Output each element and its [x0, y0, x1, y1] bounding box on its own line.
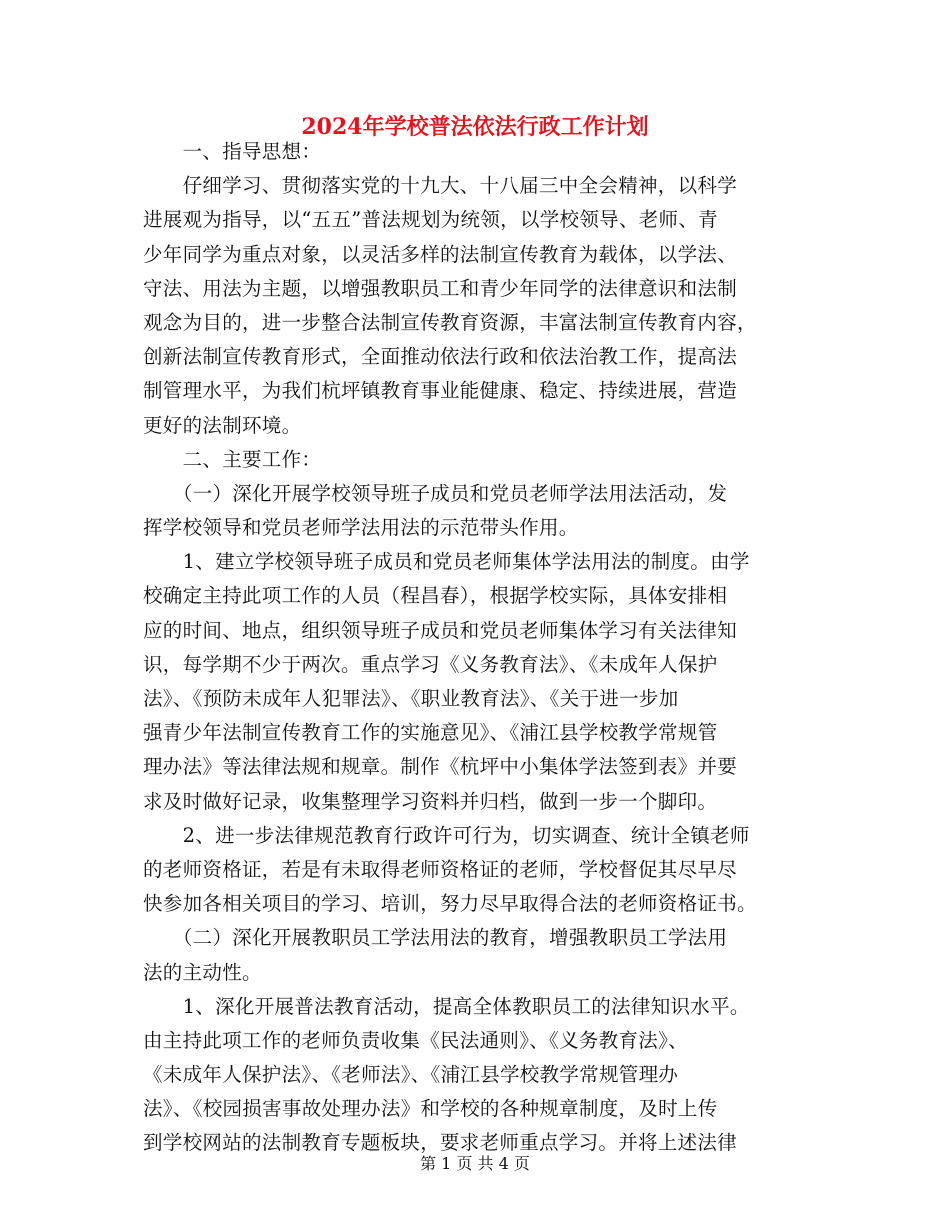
text-line: 理办法》等法律法规和规章。制作《杭坪中小集体学法签到表》并要 [143, 755, 738, 779]
text-line: 挥学校领导和党员老师学法用法的示范带头作用。 [143, 516, 579, 540]
text-line: 法》、《预防未成年人犯罪法》、《职业教育法》、《关于进一步加 [143, 687, 679, 710]
text-line: 由主持此项工作的老师负责收集《民法通则》、《义务教育法》、 [143, 1028, 688, 1052]
text-line: 二、主要工作： [143, 447, 322, 471]
text-line: 观念为目的，进一步整合法制宣传教育资源，丰富法制宣传教育内容， [143, 310, 757, 334]
text-line: 一、指导思想： [143, 140, 322, 163]
document-title: 2024年学校普法依法行政工作计划 [301, 114, 649, 140]
text-line: 1、建立学校领导班子成员和党员老师集体学法用法的制度。由学 [143, 550, 750, 574]
text-line: 制管理水平，为我们杭坪镇教育事业能健康、稳定、持续进展，营造 [143, 379, 738, 403]
text-line: 2、进一步法律规范教育行政许可行为，切实调查、统计全镇老师 [143, 823, 750, 847]
text-line: 仔细学习、贯彻落实党的十九大、十八届三中全会精神，以科学 [143, 174, 738, 198]
text-line: 到学校网站的法制教育专题板块，要求老师重点学习。并将上述法律 [143, 1131, 738, 1155]
text-line: （二）深化开展教职员工学法用法的教育，增强教职员工学法用 [143, 926, 728, 950]
text-line: 守法、用法为主题，以增强教职员工和青少年同学的法律意识和法制 [143, 276, 738, 300]
text-line: 更好的法制环境。 [143, 413, 302, 437]
text-line: 求及时做好记录，收集整理学习资料并归档，做到一步一个脚印。 [143, 789, 718, 813]
text-line: 的老师资格证，若是有未取得老师资格证的老师，学校督促其尽早尽 [143, 857, 738, 881]
text-line: 应的时间、地点，组织领导班子成员和党员老师集体学习有关法律知 [143, 618, 738, 642]
text-line: 《未成年人保护法》、《老师法》、《浦江县学校教学常规管理办 [143, 1063, 679, 1087]
document-body [143, 135, 813, 1161]
page-number-footer: 第 1 页 共 4 页 [420, 1154, 530, 1173]
text-line: 校确定主持此项工作的人员（程昌春），根据学校实际，具体安排相 [143, 584, 728, 608]
text-line: 识，每学期不少于两次。重点学习《义务教育法》、《未成年人保护 [143, 652, 718, 676]
text-line: 强青少年法制宣传教育工作的实施意见》、《浦江县学校教学常规管 [143, 721, 718, 745]
text-line: 创新法制宣传教育形式，全面推动依法行政和依法治教工作，提高法 [143, 345, 738, 369]
text-line: 1、深化开展普法教育活动，提高全体教职员工的法律知识水平。 [143, 994, 750, 1018]
text-line: 快参加各相关项目的学习、培训，努力尽早取得合法的老师资格证书。 [143, 892, 757, 916]
text-line: （一）深化开展学校领导班子成员和党员老师学法用法活动，发 [143, 481, 728, 505]
text-line: 法的主动性。 [143, 960, 262, 984]
text-line: 少年同学为重点对象，以灵活多样的法制宣传教育为载体，以学法、 [143, 242, 738, 266]
text-line: 进展观为指导，以“五五”普法规划为统领，以学校领导、老师、青 [143, 208, 718, 232]
text-line: 法》、《校园损害事故处理办法》和学校的各种规章制度，及时上传 [143, 1097, 718, 1121]
